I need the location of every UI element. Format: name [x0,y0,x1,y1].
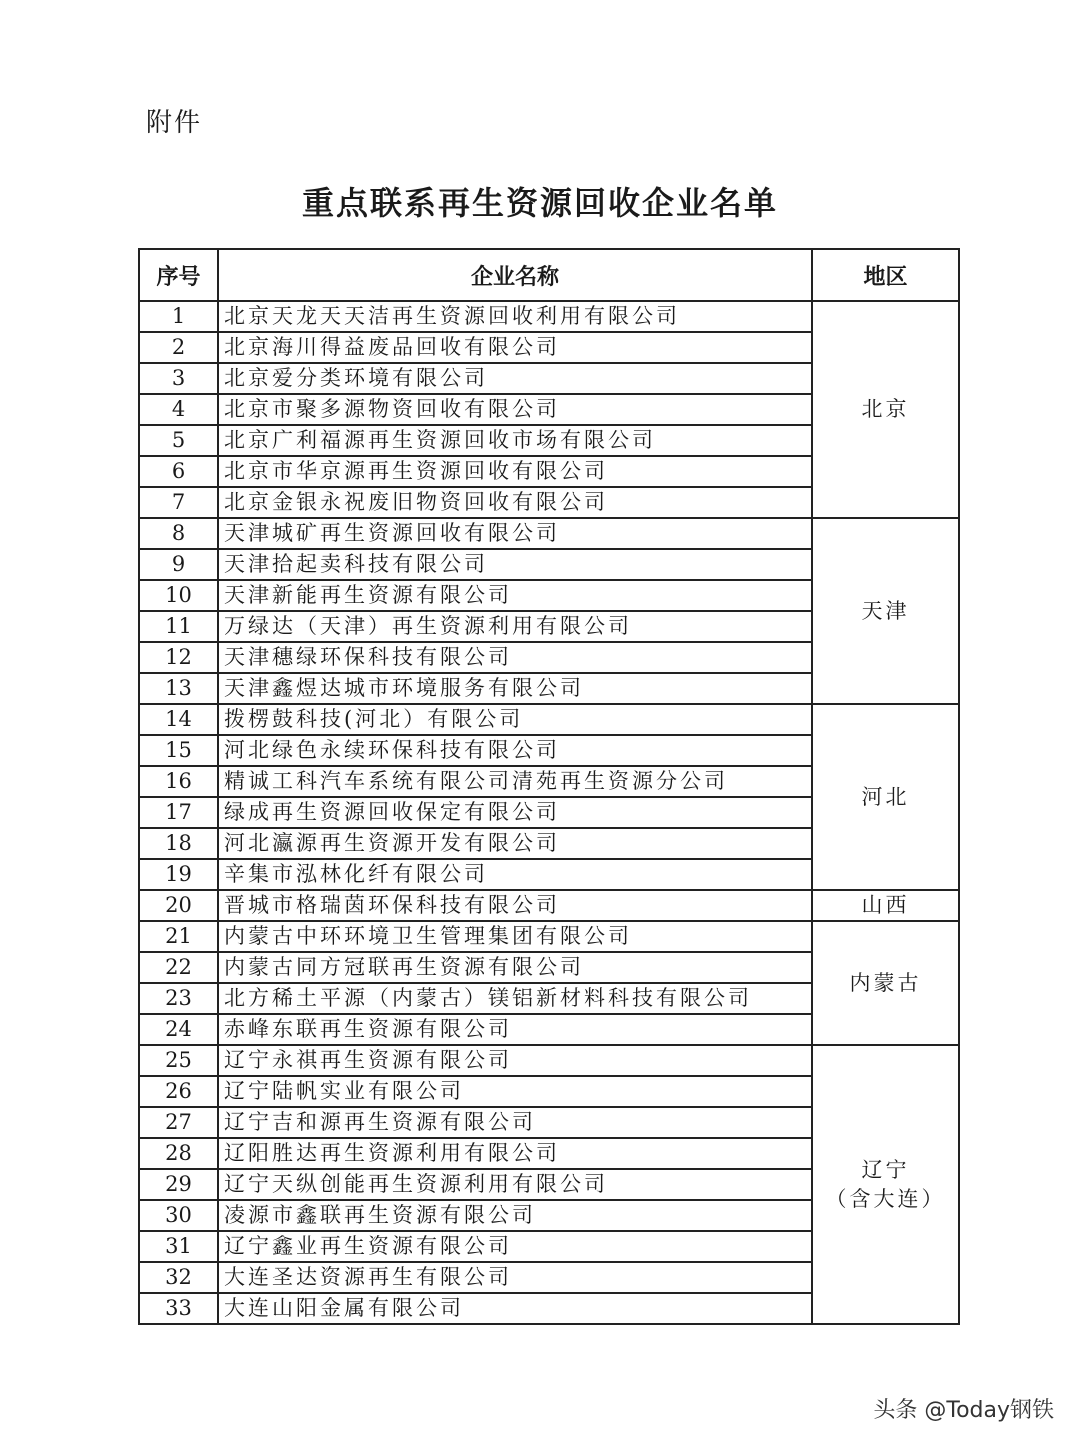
company-name: 北京市华京源再生资源回收有限公司 [218,456,812,487]
company-name: 辽宁永祺再生资源有限公司 [218,1045,812,1076]
company-name: 大连山阳金属有限公司 [218,1293,812,1324]
row-number: 13 [139,673,218,704]
company-name: 凌源市鑫联再生资源有限公司 [218,1200,812,1231]
row-number: 32 [139,1262,218,1293]
row-number: 16 [139,766,218,797]
column-header-company: 企业名称 [218,249,812,301]
company-name: 河北绿色永续环保科技有限公司 [218,735,812,766]
company-name: 晋城市格瑞茵环保科技有限公司 [218,890,812,921]
row-number: 23 [139,983,218,1014]
row-number: 5 [139,425,218,456]
company-name: 天津鑫煜达城市环境服务有限公司 [218,673,812,704]
company-name: 北京天龙天天洁再生资源回收利用有限公司 [218,301,812,332]
table-row [139,704,959,735]
company-name: 辽宁吉和源再生资源有限公司 [218,1107,812,1138]
region-cell: 内蒙古 [812,921,959,1045]
row-number: 15 [139,735,218,766]
company-name: 辽宁陆帆实业有限公司 [218,1076,812,1107]
company-name: 绿成再生资源回收保定有限公司 [218,797,812,828]
row-number: 1 [139,301,218,332]
company-name: 内蒙古中环环境卫生管理集团有限公司 [218,921,812,952]
region-cell: 辽宁 （含大连） [812,1045,959,1324]
row-number: 8 [139,518,218,549]
attachment-label: 附件 [146,108,203,138]
row-number: 19 [139,859,218,890]
region-cell: 山西 [812,890,959,921]
row-number: 10 [139,580,218,611]
company-name: 精诚工科汽车系统有限公司清苑再生资源分公司 [218,766,812,797]
company-name: 内蒙古同方冠联再生资源有限公司 [218,952,812,983]
company-name: 辽宁鑫业再生资源有限公司 [218,1231,812,1262]
row-number: 25 [139,1045,218,1076]
company-name: 万绿达（天津）再生资源利用有限公司 [218,611,812,642]
row-number: 6 [139,456,218,487]
row-number: 21 [139,921,218,952]
row-number: 20 [139,890,218,921]
company-name: 天津穗绿环保科技有限公司 [218,642,812,673]
row-number: 26 [139,1076,218,1107]
table-header-row [139,249,959,301]
company-name: 北京金银永祝废旧物资回收有限公司 [218,487,812,518]
company-name: 大连圣达资源再生有限公司 [218,1262,812,1293]
row-number: 18 [139,828,218,859]
company-name: 天津城矿再生资源回收有限公司 [218,518,812,549]
row-number: 29 [139,1169,218,1200]
company-name: 拨楞鼓科技(河北）有限公司 [218,704,812,735]
company-name: 北京爱分类环境有限公司 [218,363,812,394]
row-number: 31 [139,1231,218,1262]
row-number: 2 [139,332,218,363]
company-name: 辛集市泓林化纤有限公司 [218,859,812,890]
region-cell: 天津 [812,518,959,704]
row-number: 3 [139,363,218,394]
row-number: 14 [139,704,218,735]
row-number: 12 [139,642,218,673]
company-name: 辽宁天纵创能再生资源利用有限公司 [218,1169,812,1200]
company-name: 北京市聚多源物资回收有限公司 [218,394,812,425]
company-name: 天津拾起卖科技有限公司 [218,549,812,580]
company-name: 北方稀土平源（内蒙古）镁铝新材料科技有限公司 [218,983,812,1014]
row-number: 30 [139,1200,218,1231]
row-number: 33 [139,1293,218,1324]
table-row [139,301,959,332]
row-number: 9 [139,549,218,580]
company-name: 辽阳胜达再生资源利用有限公司 [218,1138,812,1169]
column-header-region: 地区 [812,249,959,301]
company-name: 河北瀛源再生资源开发有限公司 [218,828,812,859]
row-number: 4 [139,394,218,425]
company-name: 天津新能再生资源有限公司 [218,580,812,611]
watermark: 头条 @Today钢铁 [873,1398,1054,1423]
company-name: 赤峰东联再生资源有限公司 [218,1014,812,1045]
region-cell: 河北 [812,704,959,890]
row-number: 24 [139,1014,218,1045]
company-name: 北京广利福源再生资源回收市场有限公司 [218,425,812,456]
table-row [139,921,959,952]
row-number: 27 [139,1107,218,1138]
row-number: 22 [139,952,218,983]
table-row [139,518,959,549]
company-table [138,248,960,1325]
row-number: 7 [139,487,218,518]
page-title: 重点联系再生资源回收企业名单 [301,184,778,222]
region-cell: 北京 [812,301,959,518]
table-body [139,301,959,1324]
table-row [139,1045,959,1076]
row-number: 17 [139,797,218,828]
row-number: 11 [139,611,218,642]
column-header-number: 序号 [139,249,218,301]
company-name: 北京海川得益废品回收有限公司 [218,332,812,363]
row-number: 28 [139,1138,218,1169]
table-row [139,890,959,921]
